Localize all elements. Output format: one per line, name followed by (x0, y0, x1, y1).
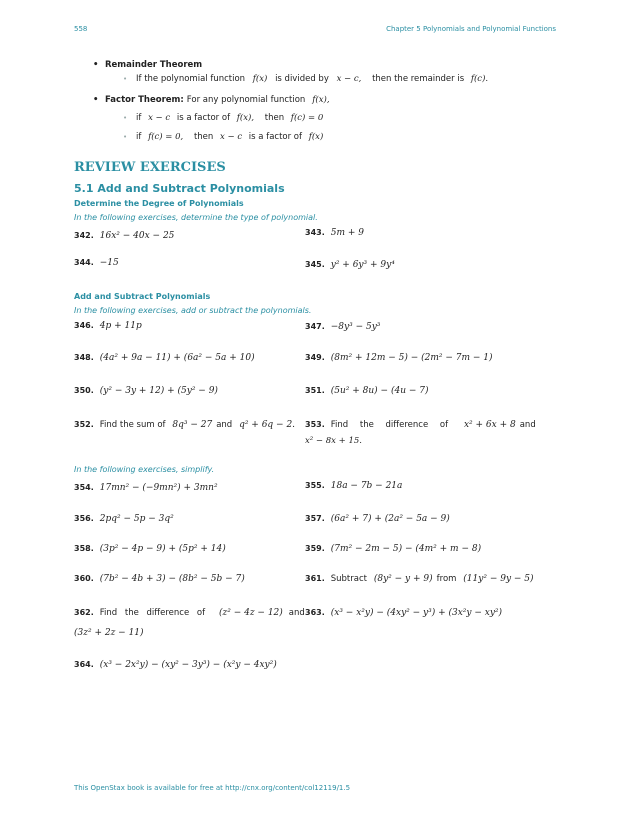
instruction-simplify: In the following exercises, simplify. (74, 465, 215, 474)
exercise-355: 355. 18a − 7b − 21a (305, 481, 403, 491)
exercise-361: 361. Subtract (8y² − y + 9) from (11y² − 9y − 5) (305, 574, 534, 584)
exercise-359: 359. (7m² − 2m − 5) − (4m² + m − 8) (305, 544, 482, 554)
exercise-345: 345. y² + 6y³ + 9y⁴ (305, 260, 395, 270)
exercise-347: 347. −8y³ − 5y³ (305, 322, 381, 332)
exercise-353: 353. Find the difference of x² + 6x + 8 and (305, 420, 536, 430)
exercise-364: 364. (x³ − 2x²y) − (xy² − 3y³) − (x²y − 4xy²) (74, 660, 277, 670)
section-heading: 5.1 Add and Subtract Polynomials (74, 182, 285, 195)
exercise-348: 348. (4a² + 9a − 11) + (6a² − 5a + 10) (74, 353, 255, 363)
exercise-346: 346. 4p + 11p (74, 321, 142, 331)
exercise-362: 362. Find the difference of (z² − 4z − 12) and (74, 608, 305, 618)
remainder-theorem-title: • Remainder Theorem (105, 60, 202, 70)
exercise-344: 344. −15 (74, 258, 119, 268)
factor-theorem-title: Factor Theorem: (105, 95, 184, 105)
factor-theorem-case-2: • if f(c) = 0, then x − c is a factor of f(x) (136, 132, 323, 142)
exercise-350: 350. (y² − 3y + 12) + (5y² − 9) (74, 386, 218, 396)
factor-theorem: • Factor Theorem: For any polynomial function f(x), (105, 95, 330, 105)
subsection-add-subtract: Add and Subtract Polynomials (74, 292, 211, 301)
exercise-353-continued: x² − 8x + 15. (305, 436, 362, 446)
exercise-363: 363. (x³ − x²y) − (4xy² − y³) + (3x²y − xy²) (305, 608, 503, 618)
review-exercises-heading: REVIEW EXERCISES (74, 160, 226, 175)
factor-theorem-case-1: • if x − c is a factor of f(x), then f(c) = 0 (136, 113, 323, 123)
remainder-theorem-statement: • If the polynomial function f(x) is divided by x − c, then the remainder is f(c). (136, 74, 488, 84)
exercise-362-continued: (3z² + 2z − 11) (74, 628, 144, 638)
exercise-360: 360. (7b² − 4b + 3) − (8b² − 5b − 7) (74, 574, 245, 584)
instruction-type: In the following exercises, determine the type of polynomial. (74, 213, 318, 222)
exercise-343: 343. 5m + 9 (305, 228, 364, 238)
instruction-add-subtract: In the following exercises, add or subtract the polynomials. (74, 306, 312, 315)
exercise-358: 358. (3p² − 4p − 9) + (5p² + 14) (74, 544, 226, 554)
subsection-degree: Determine the Degree of Polynomials (74, 199, 244, 208)
exercise-349: 349. (8m² + 12m − 5) − (2m² − 7m − 1) (305, 353, 493, 363)
exercise-357: 357. (6a² + 7) + (2a² − 5a − 9) (305, 514, 450, 524)
chapter-title: Chapter 5 Polynomials and Polynomial Functions (386, 25, 556, 33)
footer-openstax-note: This OpenStax book is available for free at http://cnx.org/content/col12119/1.5 (74, 784, 351, 792)
exercise-352: 352. Find the sum of 8q³ − 27 and q² + 6q − 2. (74, 420, 296, 430)
exercise-356: 356. 2pq² − 5p − 3q² (74, 514, 174, 524)
exercise-354: 354. 17mn² − (−9mn²) + 3mn² (74, 483, 218, 493)
exercise-342: 342. 16x² − 40x − 25 (74, 231, 175, 241)
page-number: 558 (74, 25, 88, 33)
exercise-351: 351. (5u² + 8u) − (4u − 7) (305, 386, 429, 396)
